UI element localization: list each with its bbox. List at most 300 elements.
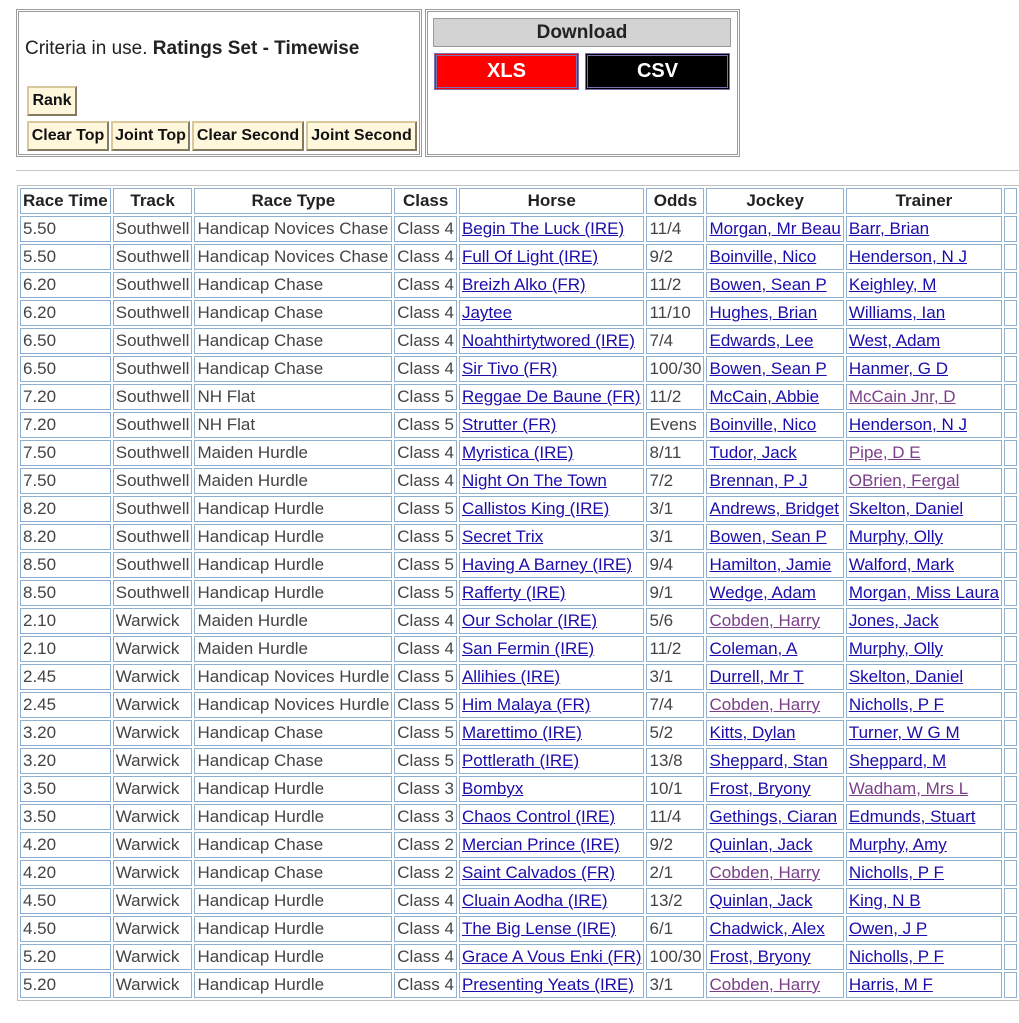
trainer-cell: [846, 664, 1002, 690]
trainer-link[interactable]: West, Adam: [848, 331, 941, 350]
horse-link[interactable]: Having A Barney (IRE): [461, 555, 633, 574]
cutoff-cell: [1004, 720, 1017, 746]
header-race-type[interactable]: Race Type: [194, 188, 392, 214]
odds-cell: 13/2: [646, 888, 704, 914]
odds-cell: 6/1: [646, 916, 704, 942]
jockey-link[interactable]: Boinville, Nico: [709, 247, 817, 266]
race-time-cell: 2.45: [20, 664, 111, 690]
odds-cell: 7/4: [646, 692, 704, 718]
table-row: [20, 552, 1017, 578]
jockey-cell: [706, 804, 843, 830]
trainer-cell: [846, 748, 1002, 774]
jockey-link[interactable]: Hughes, Brian: [709, 303, 818, 322]
table-row: [20, 664, 1017, 690]
ratings-set-label: Ratings Set - Timewise: [152, 38, 360, 59]
odds-cell: 11/10: [646, 300, 704, 326]
jockey-cell: [706, 384, 843, 410]
race-type-cell: Handicap Chase: [194, 328, 392, 354]
odds-cell: 3/1: [646, 496, 704, 522]
table-row: [20, 972, 1017, 998]
cutoff-cell: [1004, 468, 1017, 494]
track-cell: Southwell: [113, 244, 193, 270]
header-horse[interactable]: Horse: [459, 188, 645, 214]
clear-second-button[interactable]: Clear Second: [192, 121, 304, 151]
trainer-link[interactable]: Murphy, Amy: [848, 835, 947, 854]
jockey-cell: [706, 776, 843, 802]
trainer-cell: [846, 776, 1002, 802]
jockey-cell: [706, 328, 843, 354]
xls-download-button[interactable]: XLS: [434, 53, 579, 90]
race-time-cell: 3.50: [20, 804, 111, 830]
cutoff-cell: [1004, 608, 1017, 634]
race-type-cell: Handicap Hurdle: [194, 496, 392, 522]
odds-cell: 8/11: [646, 440, 704, 466]
horse-link[interactable]: Myristica (IRE): [461, 443, 574, 462]
trainer-cell: [846, 580, 1002, 606]
jockey-link[interactable]: Hamilton, Jamie: [709, 555, 832, 574]
track-cell: Warwick: [113, 804, 193, 830]
table-row: [20, 440, 1017, 466]
trainer-link[interactable]: Nicholls, P F: [848, 695, 944, 714]
horse-link[interactable]: Begin The Luck (IRE): [461, 219, 625, 238]
class-cell: Class 3: [394, 804, 457, 830]
horse-link[interactable]: Cluain Aodha (IRE): [461, 891, 608, 910]
horse-link[interactable]: Sir Tivo (FR): [461, 359, 558, 378]
race-type-cell: Handicap Hurdle: [194, 524, 392, 550]
jockey-cell: [706, 356, 843, 382]
jockey-link[interactable]: Bowen, Sean P: [709, 359, 827, 378]
jockey-link[interactable]: Brennan, P J: [709, 471, 808, 490]
horse-link[interactable]: Callistos King (IRE): [461, 499, 610, 518]
header-class[interactable]: Class: [394, 188, 457, 214]
table-row: [20, 244, 1017, 270]
horse-cell: [459, 916, 645, 942]
download-title: Download: [433, 18, 731, 47]
horse-link[interactable]: Secret Trix: [461, 527, 544, 546]
class-cell: Class 5: [394, 552, 457, 578]
jockey-link[interactable]: Cobden, Harry: [709, 975, 821, 994]
track-cell: Warwick: [113, 860, 193, 886]
trainer-link[interactable]: Skelton, Daniel: [848, 667, 964, 686]
odds-cell: 3/1: [646, 664, 704, 690]
horse-link[interactable]: Night On The Town: [461, 471, 607, 490]
race-type-cell: Handicap Novices Hurdle: [194, 664, 392, 690]
clear-top-button[interactable]: Clear Top: [27, 121, 109, 151]
trainer-link[interactable]: Nicholls, P F: [848, 947, 944, 966]
cutoff-cell: [1004, 300, 1017, 326]
header-odds[interactable]: Odds: [646, 188, 704, 214]
race-time-cell: 4.20: [20, 832, 111, 858]
jockey-cell: [706, 692, 843, 718]
jockey-cell: [706, 496, 843, 522]
trainer-link[interactable]: King, N B: [848, 891, 921, 910]
race-time-cell: 8.20: [20, 524, 111, 550]
race-type-cell: NH Flat: [194, 384, 392, 410]
horse-link[interactable]: Grace A Vous Enki (FR): [461, 947, 642, 966]
trainer-link[interactable]: Pipe, D E: [848, 443, 921, 462]
jockey-cell: [706, 300, 843, 326]
race-time-cell: 7.20: [20, 412, 111, 438]
class-cell: Class 4: [394, 440, 457, 466]
horse-link[interactable]: Mercian Prince (IRE): [461, 835, 620, 854]
class-cell: Class 2: [394, 860, 457, 886]
track-cell: Southwell: [113, 412, 193, 438]
trainer-link[interactable]: OBrien, Fergal: [848, 471, 960, 490]
trainer-cell: [846, 636, 1002, 662]
trainer-cell: [846, 468, 1002, 494]
race-type-cell: Handicap Hurdle: [194, 972, 392, 998]
jockey-link[interactable]: Quinlan, Jack: [709, 835, 813, 854]
track-cell: Southwell: [113, 328, 193, 354]
horse-cell: [459, 468, 645, 494]
track-cell: Warwick: [113, 916, 193, 942]
cutoff-cell: [1004, 272, 1017, 298]
race-type-cell: Maiden Hurdle: [194, 468, 392, 494]
horse-link[interactable]: Saint Calvados (FR): [461, 863, 616, 882]
jockey-link[interactable]: Gethings, Ciaran: [709, 807, 838, 826]
jockey-link[interactable]: Cobden, Harry: [709, 611, 821, 630]
odds-cell: 11/4: [646, 804, 704, 830]
jockey-link[interactable]: Cobden, Harry: [709, 695, 821, 714]
cutoff-cell: [1004, 244, 1017, 270]
class-cell: Class 5: [394, 524, 457, 550]
class-cell: Class 4: [394, 244, 457, 270]
race-type-cell: Handicap Hurdle: [194, 916, 392, 942]
header-track[interactable]: Track: [113, 188, 193, 214]
horse-cell: [459, 664, 645, 690]
trainer-link[interactable]: Sheppard, M: [848, 751, 947, 770]
horse-cell: [459, 524, 645, 550]
trainer-link[interactable]: Skelton, Daniel: [848, 499, 964, 518]
trainer-cell: [846, 832, 1002, 858]
horse-cell: [459, 748, 645, 774]
horse-cell: [459, 328, 645, 354]
table-row: [20, 888, 1017, 914]
jockey-cell: [706, 888, 843, 914]
table-row: [20, 468, 1017, 494]
trainer-link[interactable]: Williams, Ian: [848, 303, 946, 322]
trainer-link[interactable]: Harris, M F: [848, 975, 933, 994]
jockey-link[interactable]: McCain, Abbie: [709, 387, 820, 406]
trainer-cell: [846, 692, 1002, 718]
race-type-cell: Maiden Hurdle: [194, 636, 392, 662]
track-cell: Southwell: [113, 496, 193, 522]
race-time-cell: 7.20: [20, 384, 111, 410]
race-time-cell: 4.50: [20, 916, 111, 942]
race-time-cell: 6.50: [20, 328, 111, 354]
race-time-cell: 7.50: [20, 440, 111, 466]
trainer-cell: [846, 972, 1002, 998]
criteria-prefix: Criteria in use.: [25, 38, 148, 59]
cutoff-cell: [1004, 412, 1017, 438]
track-cell: Southwell: [113, 356, 193, 382]
track-cell: Warwick: [113, 776, 193, 802]
horse-cell: [459, 412, 645, 438]
race-time-cell: 8.50: [20, 580, 111, 606]
race-time-cell: 4.20: [20, 860, 111, 886]
track-cell: Warwick: [113, 832, 193, 858]
horse-cell: [459, 552, 645, 578]
race-time-cell: 6.50: [20, 356, 111, 382]
jockey-link[interactable]: Bowen, Sean P: [709, 527, 827, 546]
race-type-cell: Handicap Chase: [194, 860, 392, 886]
odds-cell: 9/4: [646, 552, 704, 578]
odds-cell: 7/4: [646, 328, 704, 354]
cutoff-cell: [1004, 692, 1017, 718]
class-cell: Class 5: [394, 720, 457, 746]
class-cell: Class 5: [394, 580, 457, 606]
trainer-link[interactable]: Keighley, M: [848, 275, 937, 294]
jockey-cell: [706, 412, 843, 438]
trainer-cell: [846, 608, 1002, 634]
jockey-cell: [706, 720, 843, 746]
jockey-cell: [706, 832, 843, 858]
jockey-cell: [706, 580, 843, 606]
header-trainer[interactable]: Trainer: [846, 188, 1002, 214]
track-cell: Southwell: [113, 552, 193, 578]
jockey-cell: [706, 608, 843, 634]
download-panel: [425, 9, 740, 157]
jockey-link[interactable]: Frost, Bryony: [709, 779, 811, 798]
horse-link[interactable]: Presenting Yeats (IRE): [461, 975, 634, 994]
jockey-link[interactable]: Cobden, Harry: [709, 863, 821, 882]
race-time-cell: 8.50: [20, 552, 111, 578]
table-row: [20, 608, 1017, 634]
jockey-link[interactable]: Durrell, Mr T: [709, 667, 804, 686]
trainer-link[interactable]: Owen, J P: [848, 919, 928, 938]
track-cell: Southwell: [113, 272, 193, 298]
table-row: [20, 300, 1017, 326]
race-time-cell: 6.20: [20, 272, 111, 298]
horse-cell: [459, 580, 645, 606]
class-cell: Class 4: [394, 972, 457, 998]
horse-link[interactable]: Reggae De Baune (FR): [461, 387, 641, 406]
jockey-link[interactable]: Tudor, Jack: [709, 443, 797, 462]
trainer-link[interactable]: Murphy, Olly: [848, 527, 943, 546]
track-cell: Southwell: [113, 468, 193, 494]
horse-link[interactable]: Pottlerath (IRE): [461, 751, 580, 770]
race-type-cell: Handicap Hurdle: [194, 776, 392, 802]
trainer-link[interactable]: Turner, W G M: [848, 723, 960, 742]
track-cell: Warwick: [113, 636, 193, 662]
rank-button[interactable]: Rank: [27, 86, 77, 116]
class-cell: Class 4: [394, 468, 457, 494]
track-cell: Southwell: [113, 384, 193, 410]
odds-cell: 9/2: [646, 832, 704, 858]
jockey-link[interactable]: Frost, Bryony: [709, 947, 811, 966]
race-type-cell: Handicap Chase: [194, 748, 392, 774]
track-cell: Warwick: [113, 692, 193, 718]
race-type-cell: Handicap Hurdle: [194, 552, 392, 578]
horse-link[interactable]: Marettimo (IRE): [461, 723, 582, 742]
trainer-link[interactable]: Wadham, Mrs L: [848, 779, 969, 798]
race-time-cell: 7.50: [20, 468, 111, 494]
trainer-cell: [846, 552, 1002, 578]
horse-link[interactable]: Noahthirtytwored (IRE): [461, 331, 635, 350]
trainer-cell: [846, 524, 1002, 550]
cutoff-cell: [1004, 384, 1017, 410]
race-type-cell: Handicap Hurdle: [194, 888, 392, 914]
trainer-link[interactable]: Jones, Jack: [848, 611, 939, 630]
race-type-cell: Handicap Novices Chase: [194, 244, 392, 270]
trainer-cell: [846, 356, 1002, 382]
trainer-link[interactable]: Henderson, N J: [848, 415, 967, 434]
cutoff-cell: [1004, 328, 1017, 354]
jockey-link[interactable]: Chadwick, Alex: [709, 919, 825, 938]
horse-link[interactable]: San Fermin (IRE): [461, 639, 595, 658]
jockey-link[interactable]: Boinville, Nico: [709, 415, 817, 434]
race-type-cell: Handicap Chase: [194, 720, 392, 746]
table-row: [20, 916, 1017, 942]
odds-cell: 11/4: [646, 216, 704, 242]
cutoff-cell: [1004, 636, 1017, 662]
trainer-link[interactable]: Murphy, Olly: [848, 639, 943, 658]
track-cell: Warwick: [113, 888, 193, 914]
odds-cell: 3/1: [646, 972, 704, 998]
horse-cell: [459, 636, 645, 662]
race-time-cell: 2.10: [20, 636, 111, 662]
results-table-wrapper: [17, 185, 1019, 1001]
trainer-cell: [846, 216, 1002, 242]
jockey-cell: [706, 636, 843, 662]
jockey-link[interactable]: Bowen, Sean P: [709, 275, 827, 294]
horse-cell: [459, 692, 645, 718]
odds-cell: 2/1: [646, 860, 704, 886]
csv-download-button[interactable]: CSV: [585, 53, 730, 90]
joint-top-button[interactable]: Joint Top: [111, 121, 190, 151]
table-row: [20, 524, 1017, 550]
class-cell: Class 2: [394, 832, 457, 858]
table-row: [20, 496, 1017, 522]
trainer-link[interactable]: Nicholls, P F: [848, 863, 944, 882]
trainer-link[interactable]: McCain Jnr, D: [848, 387, 956, 406]
header-jockey[interactable]: Jockey: [706, 188, 843, 214]
trainer-link[interactable]: Barr, Brian: [848, 219, 930, 238]
header-race-time[interactable]: Race Time: [20, 188, 111, 214]
race-type-cell: Handicap Chase: [194, 272, 392, 298]
odds-cell: 10/1: [646, 776, 704, 802]
class-cell: Class 5: [394, 664, 457, 690]
jockey-link[interactable]: Sheppard, Stan: [709, 751, 828, 770]
jockey-cell: [706, 748, 843, 774]
class-cell: Class 4: [394, 300, 457, 326]
race-time-cell: 5.20: [20, 972, 111, 998]
trainer-link[interactable]: Edmunds, Stuart: [848, 807, 976, 826]
jockey-link[interactable]: Quinlan, Jack: [709, 891, 813, 910]
race-time-cell: 2.45: [20, 692, 111, 718]
odds-cell: 5/2: [646, 720, 704, 746]
horse-cell: [459, 608, 645, 634]
jockey-cell: [706, 860, 843, 886]
horse-link[interactable]: Rafferty (IRE): [461, 583, 566, 602]
class-cell: Class 4: [394, 216, 457, 242]
class-cell: Class 5: [394, 384, 457, 410]
table-row: [20, 580, 1017, 606]
cutoff-cell: [1004, 552, 1017, 578]
table-row: [20, 272, 1017, 298]
horse-cell: [459, 440, 645, 466]
track-cell: Southwell: [113, 300, 193, 326]
race-type-cell: NH Flat: [194, 412, 392, 438]
trainer-cell: [846, 412, 1002, 438]
cutoff-cell: [1004, 888, 1017, 914]
jockey-cell: [706, 916, 843, 942]
trainer-cell: [846, 888, 1002, 914]
horse-link[interactable]: Chaos Control (IRE): [461, 807, 616, 826]
table-row: [20, 216, 1017, 242]
track-cell: Southwell: [113, 216, 193, 242]
horse-link[interactable]: Breizh Alko (FR): [461, 275, 586, 294]
race-type-cell: Handicap Chase: [194, 300, 392, 326]
trainer-link[interactable]: Walford, Mark: [848, 555, 954, 574]
odds-cell: 5/6: [646, 608, 704, 634]
race-time-cell: 5.50: [20, 244, 111, 270]
horse-cell: [459, 972, 645, 998]
jockey-cell: [706, 972, 843, 998]
track-cell: Warwick: [113, 944, 193, 970]
jockey-link[interactable]: Wedge, Adam: [709, 583, 816, 602]
horse-link[interactable]: Bombyx: [461, 779, 524, 798]
horse-link[interactable]: Our Scholar (IRE): [461, 611, 598, 630]
jockey-cell: [706, 664, 843, 690]
race-time-cell: 3.50: [20, 776, 111, 802]
jockey-link[interactable]: Coleman, A: [709, 639, 798, 658]
track-cell: Warwick: [113, 720, 193, 746]
header-row: [20, 188, 1017, 214]
race-type-cell: Handicap Chase: [194, 356, 392, 382]
jockey-link[interactable]: Andrews, Bridget: [709, 499, 839, 518]
cutoff-cell: [1004, 216, 1017, 242]
track-cell: Southwell: [113, 440, 193, 466]
odds-cell: Evens: [646, 412, 704, 438]
horse-cell: [459, 776, 645, 802]
jockey-cell: [706, 552, 843, 578]
horse-cell: [459, 384, 645, 410]
cutoff-cell: [1004, 860, 1017, 886]
race-time-cell: 4.50: [20, 888, 111, 914]
race-time-cell: 3.20: [20, 720, 111, 746]
horse-link[interactable]: Him Malaya (FR): [461, 695, 591, 714]
horse-cell: [459, 860, 645, 886]
jockey-link[interactable]: Morgan, Mr Beau: [709, 219, 841, 238]
horse-cell: [459, 244, 645, 270]
table-row: [20, 860, 1017, 886]
cutoff-cell: [1004, 496, 1017, 522]
jockey-cell: [706, 944, 843, 970]
trainer-link[interactable]: Henderson, N J: [848, 247, 967, 266]
table-row: [20, 328, 1017, 354]
horse-link[interactable]: Strutter (FR): [461, 415, 557, 434]
trainer-link[interactable]: Morgan, Miss Laura: [848, 583, 1000, 602]
horse-link[interactable]: Full Of Light (IRE): [461, 247, 599, 266]
cutoff-cell: [1004, 524, 1017, 550]
criteria-text: [25, 38, 359, 60]
horse-link[interactable]: The Big Lense (IRE): [461, 919, 616, 938]
jockey-link[interactable]: Edwards, Lee: [709, 331, 814, 350]
table-row: [20, 804, 1017, 830]
joint-second-button[interactable]: Joint Second: [306, 121, 417, 151]
table-row: [20, 384, 1017, 410]
trainer-link[interactable]: Hanmer, G D: [848, 359, 949, 378]
table-row: [20, 636, 1017, 662]
horse-link[interactable]: Jaytee: [461, 303, 513, 322]
jockey-link[interactable]: Kitts, Dylan: [709, 723, 796, 742]
table-row: [20, 692, 1017, 718]
trainer-cell: [846, 272, 1002, 298]
horse-link[interactable]: Allihies (IRE): [461, 667, 561, 686]
table-row: [20, 720, 1017, 746]
class-cell: Class 4: [394, 356, 457, 382]
